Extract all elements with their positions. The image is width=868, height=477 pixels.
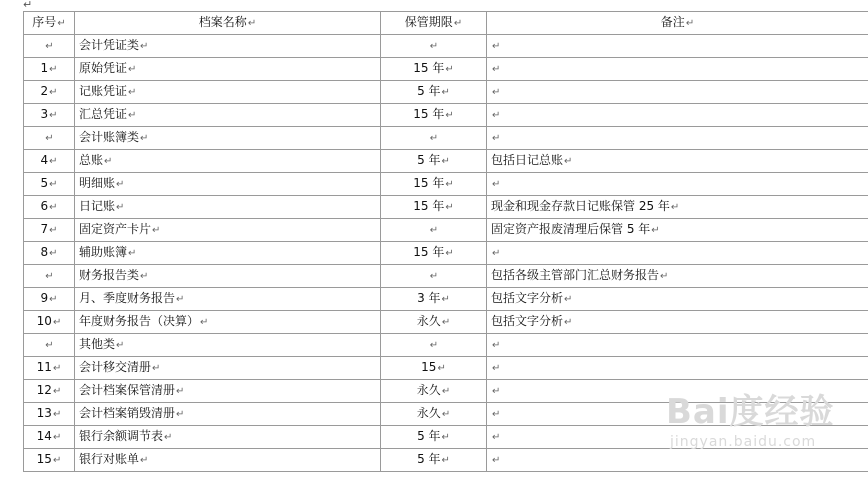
row-name-cell: 会计移交清册↵ <box>75 357 381 380</box>
table-row <box>24 357 868 380</box>
table-row <box>24 265 868 288</box>
row-name-cell: 日记账↵ <box>75 196 381 219</box>
row-index-cell: 14↵ <box>24 426 75 449</box>
table-row <box>24 150 868 173</box>
row-retention-cell: 5 年↵ <box>381 150 487 173</box>
row-retention-cell: 15 年↵ <box>381 196 487 219</box>
row-retention-cell: 5 年↵ <box>381 81 487 104</box>
row-index-cell: ↵ <box>24 265 75 288</box>
table-header-row <box>24 12 868 35</box>
row-retention-cell: 15 年↵ <box>381 58 487 81</box>
table-row <box>24 311 868 334</box>
row-name-cell: 固定资产卡片↵ <box>75 219 381 242</box>
row-name-cell: 原始凭证↵ <box>75 58 381 81</box>
row-note-cell: 包括文字分析↵ <box>487 311 868 334</box>
row-name-cell: 汇总凭证↵ <box>75 104 381 127</box>
table-row <box>24 380 868 403</box>
row-index-cell: 6↵ <box>24 196 75 219</box>
table-row <box>24 449 868 472</box>
table-row <box>24 127 868 150</box>
row-retention-cell: ↵ <box>381 127 487 150</box>
row-note-cell: ↵ <box>487 58 868 81</box>
row-index-cell: ↵ <box>24 35 75 58</box>
row-note-cell: ↵ <box>487 426 868 449</box>
row-name-cell: 总账↵ <box>75 150 381 173</box>
row-note-cell: ↵ <box>487 173 868 196</box>
table-row <box>24 173 868 196</box>
row-index-cell: 12↵ <box>24 380 75 403</box>
table-row <box>24 35 868 58</box>
row-name-cell: 其他类↵ <box>75 334 381 357</box>
table-row <box>24 104 868 127</box>
table-row <box>24 288 868 311</box>
row-retention-cell: 15 年↵ <box>381 104 487 127</box>
row-name-cell: 会计档案销毁清册↵ <box>75 403 381 426</box>
row-index-cell: 2↵ <box>24 81 75 104</box>
row-name-cell: 明细账↵ <box>75 173 381 196</box>
row-name-cell: 财务报告类↵ <box>75 265 381 288</box>
row-name-cell: 辅助账簿↵ <box>75 242 381 265</box>
paragraph-mark: ↵ <box>23 0 33 11</box>
row-index-cell: ↵ <box>24 334 75 357</box>
row-note-cell: ↵ <box>487 380 868 403</box>
row-note-cell: 包括日记总账↵ <box>487 150 868 173</box>
row-index-cell: ↵ <box>24 127 75 150</box>
row-retention-cell: 15 年↵ <box>381 173 487 196</box>
archive-retention-table <box>23 11 868 472</box>
row-retention-cell: 永久↵ <box>381 403 487 426</box>
table-row <box>24 334 868 357</box>
row-name-cell: 月、季度财务报告↵ <box>75 288 381 311</box>
watermark-url: jingyan.baidu.com <box>670 434 817 450</box>
row-index-cell: 3↵ <box>24 104 75 127</box>
row-note-cell: ↵ <box>487 449 868 472</box>
row-note-cell: ↵ <box>487 403 868 426</box>
table-row <box>24 58 868 81</box>
row-index-cell: 9↵ <box>24 288 75 311</box>
table-row <box>24 403 868 426</box>
header-note: 备注↵ <box>487 12 868 35</box>
row-retention-cell: 5 年↵ <box>381 449 487 472</box>
header-retention: 保管期限↵ <box>381 12 487 35</box>
row-name-cell: 年度财务报告（决算）↵ <box>75 311 381 334</box>
row-retention-cell: 永久↵ <box>381 311 487 334</box>
header-index: 序号↵ <box>24 12 75 35</box>
table-row <box>24 219 868 242</box>
row-name-cell: 银行对账单↵ <box>75 449 381 472</box>
row-note-cell: 包括各级主管部门汇总财务报告↵ <box>487 265 868 288</box>
header-name: 档案名称↵ <box>75 12 381 35</box>
row-name-cell: 银行余额调节表↵ <box>75 426 381 449</box>
row-index-cell: 15↵ <box>24 449 75 472</box>
row-name-cell: 会计凭证类↵ <box>75 35 381 58</box>
row-retention-cell: ↵ <box>381 219 487 242</box>
row-note-cell: 固定资产报废清理后保管 5 年↵ <box>487 219 868 242</box>
row-retention-cell: ↵ <box>381 265 487 288</box>
row-note-cell: 包括文字分析↵ <box>487 288 868 311</box>
row-note-cell: ↵ <box>487 127 868 150</box>
row-retention-cell: 5 年↵ <box>381 426 487 449</box>
row-index-cell: 11↵ <box>24 357 75 380</box>
row-index-cell: 8↵ <box>24 242 75 265</box>
row-name-cell: 会计档案保管清册↵ <box>75 380 381 403</box>
row-note-cell: ↵ <box>487 357 868 380</box>
row-note-cell: ↵ <box>487 334 868 357</box>
table-row <box>24 426 868 449</box>
row-note-cell: ↵ <box>487 104 868 127</box>
row-note-cell: 现金和现金存款日记账保管 25 年↵ <box>487 196 868 219</box>
row-index-cell: 7↵ <box>24 219 75 242</box>
row-retention-cell: 3 年↵ <box>381 288 487 311</box>
table-row <box>24 81 868 104</box>
row-retention-cell: ↵ <box>381 35 487 58</box>
row-note-cell: ↵ <box>487 242 868 265</box>
row-index-cell: 4↵ <box>24 150 75 173</box>
table-row <box>24 196 868 219</box>
row-retention-cell: 15 年↵ <box>381 242 487 265</box>
row-note-cell: ↵ <box>487 35 868 58</box>
row-index-cell: 10↵ <box>24 311 75 334</box>
row-retention-cell: ↵ <box>381 334 487 357</box>
row-retention-cell: 永久↵ <box>381 380 487 403</box>
row-retention-cell: 15↵ <box>381 357 487 380</box>
watermark-logo: Bai度经验 <box>666 392 835 432</box>
row-index-cell: 5↵ <box>24 173 75 196</box>
row-name-cell: 记账凭证↵ <box>75 81 381 104</box>
row-name-cell: 会计账簿类↵ <box>75 127 381 150</box>
row-index-cell: 13↵ <box>24 403 75 426</box>
table-row <box>24 242 868 265</box>
row-index-cell: 1↵ <box>24 58 75 81</box>
row-note-cell: ↵ <box>487 81 868 104</box>
